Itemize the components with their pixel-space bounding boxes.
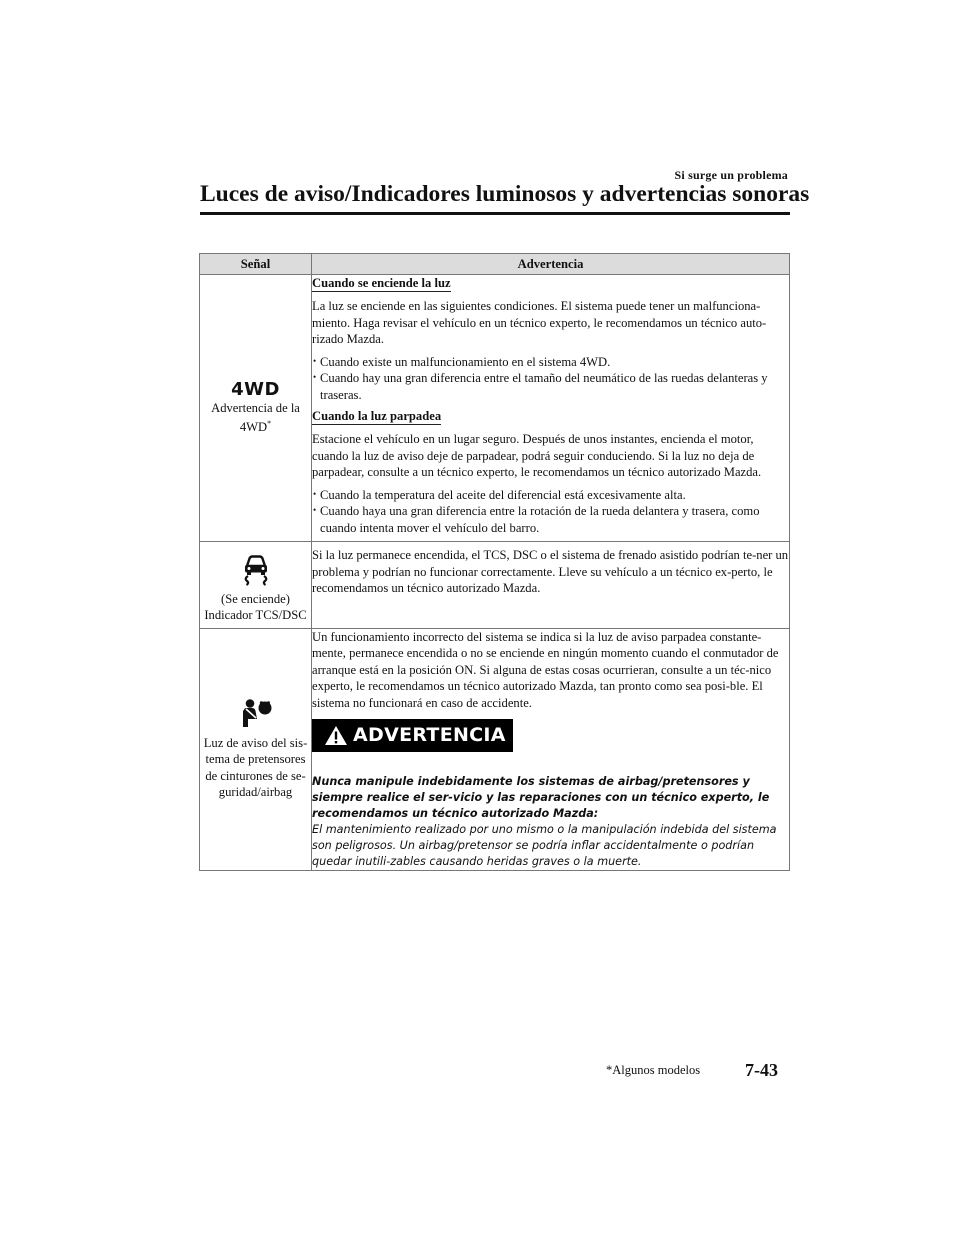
bullet-list-light-on	[312, 354, 789, 404]
table-row-airbag	[200, 628, 790, 871]
page-title: Luces de aviso/Indicadores luminosos y advertencias sonoras	[200, 181, 810, 207]
signal-label-tcs-on: (Se enciende)	[221, 591, 290, 606]
table-row-tcs-dsc	[200, 542, 790, 629]
paragraph-light-flashes: Estacione el vehículo en un lugar seguro. Después de unos instantes, encienda el motor, cuando la luz de aviso deje de parpadear, podrá seguir conduciendo. Si la luz no deja de parpadear, consulte a un técnico experto, le recomendamos un técnico autorizado Mazda.	[312, 432, 762, 479]
4wd-icon: 4WD	[231, 378, 280, 400]
footnote: *Algunos modelos	[606, 1063, 701, 1077]
warning-text-block	[312, 774, 789, 870]
page-number: 7-43	[745, 1060, 778, 1080]
warning-banner	[312, 719, 513, 752]
signal-cell-tcs-dsc	[200, 542, 312, 629]
warning-banner-label: ADVERTENCIA	[353, 724, 506, 747]
warning-bold-text: Nunca manipule indebidamente los sistemas de airbag/pretensores y siempre realice el ser-vicio y las reparaciones con un técnico experto, le recomendamos un técnico autorizado Mazda:	[312, 775, 770, 820]
signal-cell-airbag	[200, 628, 312, 871]
signal-label-tcs-dsc: Indicador TCS/DSC	[204, 608, 307, 622]
airbag-seatbelt-icon	[239, 698, 273, 730]
signal-label-4wd	[200, 400, 311, 436]
section-label: Si surge un problema	[674, 168, 788, 182]
warning-cell-airbag	[312, 628, 790, 871]
warning-lights-table	[199, 253, 790, 871]
list-item: • Cuando la temperatura del aceite del diferencial está excesivamente alta.	[312, 487, 789, 504]
skid-car-icon	[238, 550, 274, 586]
warning-body-text: El mantenimiento realizado por uno mismo o la manipulación indebida del sistema son peligrosos. Un airbag/pretensor se podría inflar accidentalmente o podrían quedar inutili-zables causando heridas graves o la muerte.	[312, 823, 777, 868]
subhead-light-flashes: Cuando la luz parpadea	[312, 409, 442, 423]
list-item: • Cuando existe un malfuncionamiento en el sistema 4WD.	[312, 354, 789, 371]
paragraph-light-on: La luz se enciende en las siguientes condiciones. El sistema puede tener un malfunciona-miento. Haga revisar el vehículo en un técnico experto, le recomendamos un técnico auto-rizado Mazda.	[312, 299, 767, 346]
column-header-signal: Señal	[200, 254, 312, 275]
paragraph-airbag: Un funcionamiento incorrecto del sistema se indica si la luz de aviso parpadea constante-mente, permanece encendida o no se enciende en ningún momento cuando el conmutador de arranque está en la posición ON. Si alguna de estas cosas ocurrieran, consulte a un téc-nico experto, le recomendamos un técnico autorizado Mazda, tan pronto como sea posi-ble. El sistema no funcionará en caso de accidente.	[312, 629, 779, 710]
title-rule	[200, 212, 790, 215]
column-header-warning: Advertencia	[312, 254, 790, 275]
signal-label-airbag: Luz de aviso del sis-tema de pretensores de cinturones de se-guridad/airbag	[203, 735, 308, 799]
signal-cell-4wd	[200, 275, 312, 542]
table-header-row	[200, 254, 790, 275]
warning-triangle-icon	[324, 725, 348, 746]
subhead-light-on: Cuando se enciende la luz	[312, 276, 451, 290]
list-item: • Cuando haya una gran diferencia entre la rotación de la rueda delantera y trasera, como cuando intenta mover el vehículo del barro.	[312, 503, 789, 536]
bullet-list-light-flashes	[312, 487, 789, 537]
footnote-mark: *	[267, 419, 272, 429]
list-item: • Cuando hay una gran diferencia entre el tamaño del neumático de las ruedas delanteras y traseras.	[312, 370, 789, 403]
signal-label-4wd-text: Advertencia de la 4WD	[211, 400, 300, 435]
warning-cell-tcs-dsc	[312, 542, 790, 629]
warning-cell-4wd	[312, 275, 790, 542]
table-row-4wd	[200, 275, 790, 542]
paragraph-tcs-dsc: Si la luz permanece encendida, el TCS, DSC o el sistema de frenado asistido podrían te-ner un problema y podrían no funcionar correctamente. Lleve su vehículo a un técnico ex-perto, le recomendamos un técnico autorizado Mazda.	[312, 548, 789, 595]
